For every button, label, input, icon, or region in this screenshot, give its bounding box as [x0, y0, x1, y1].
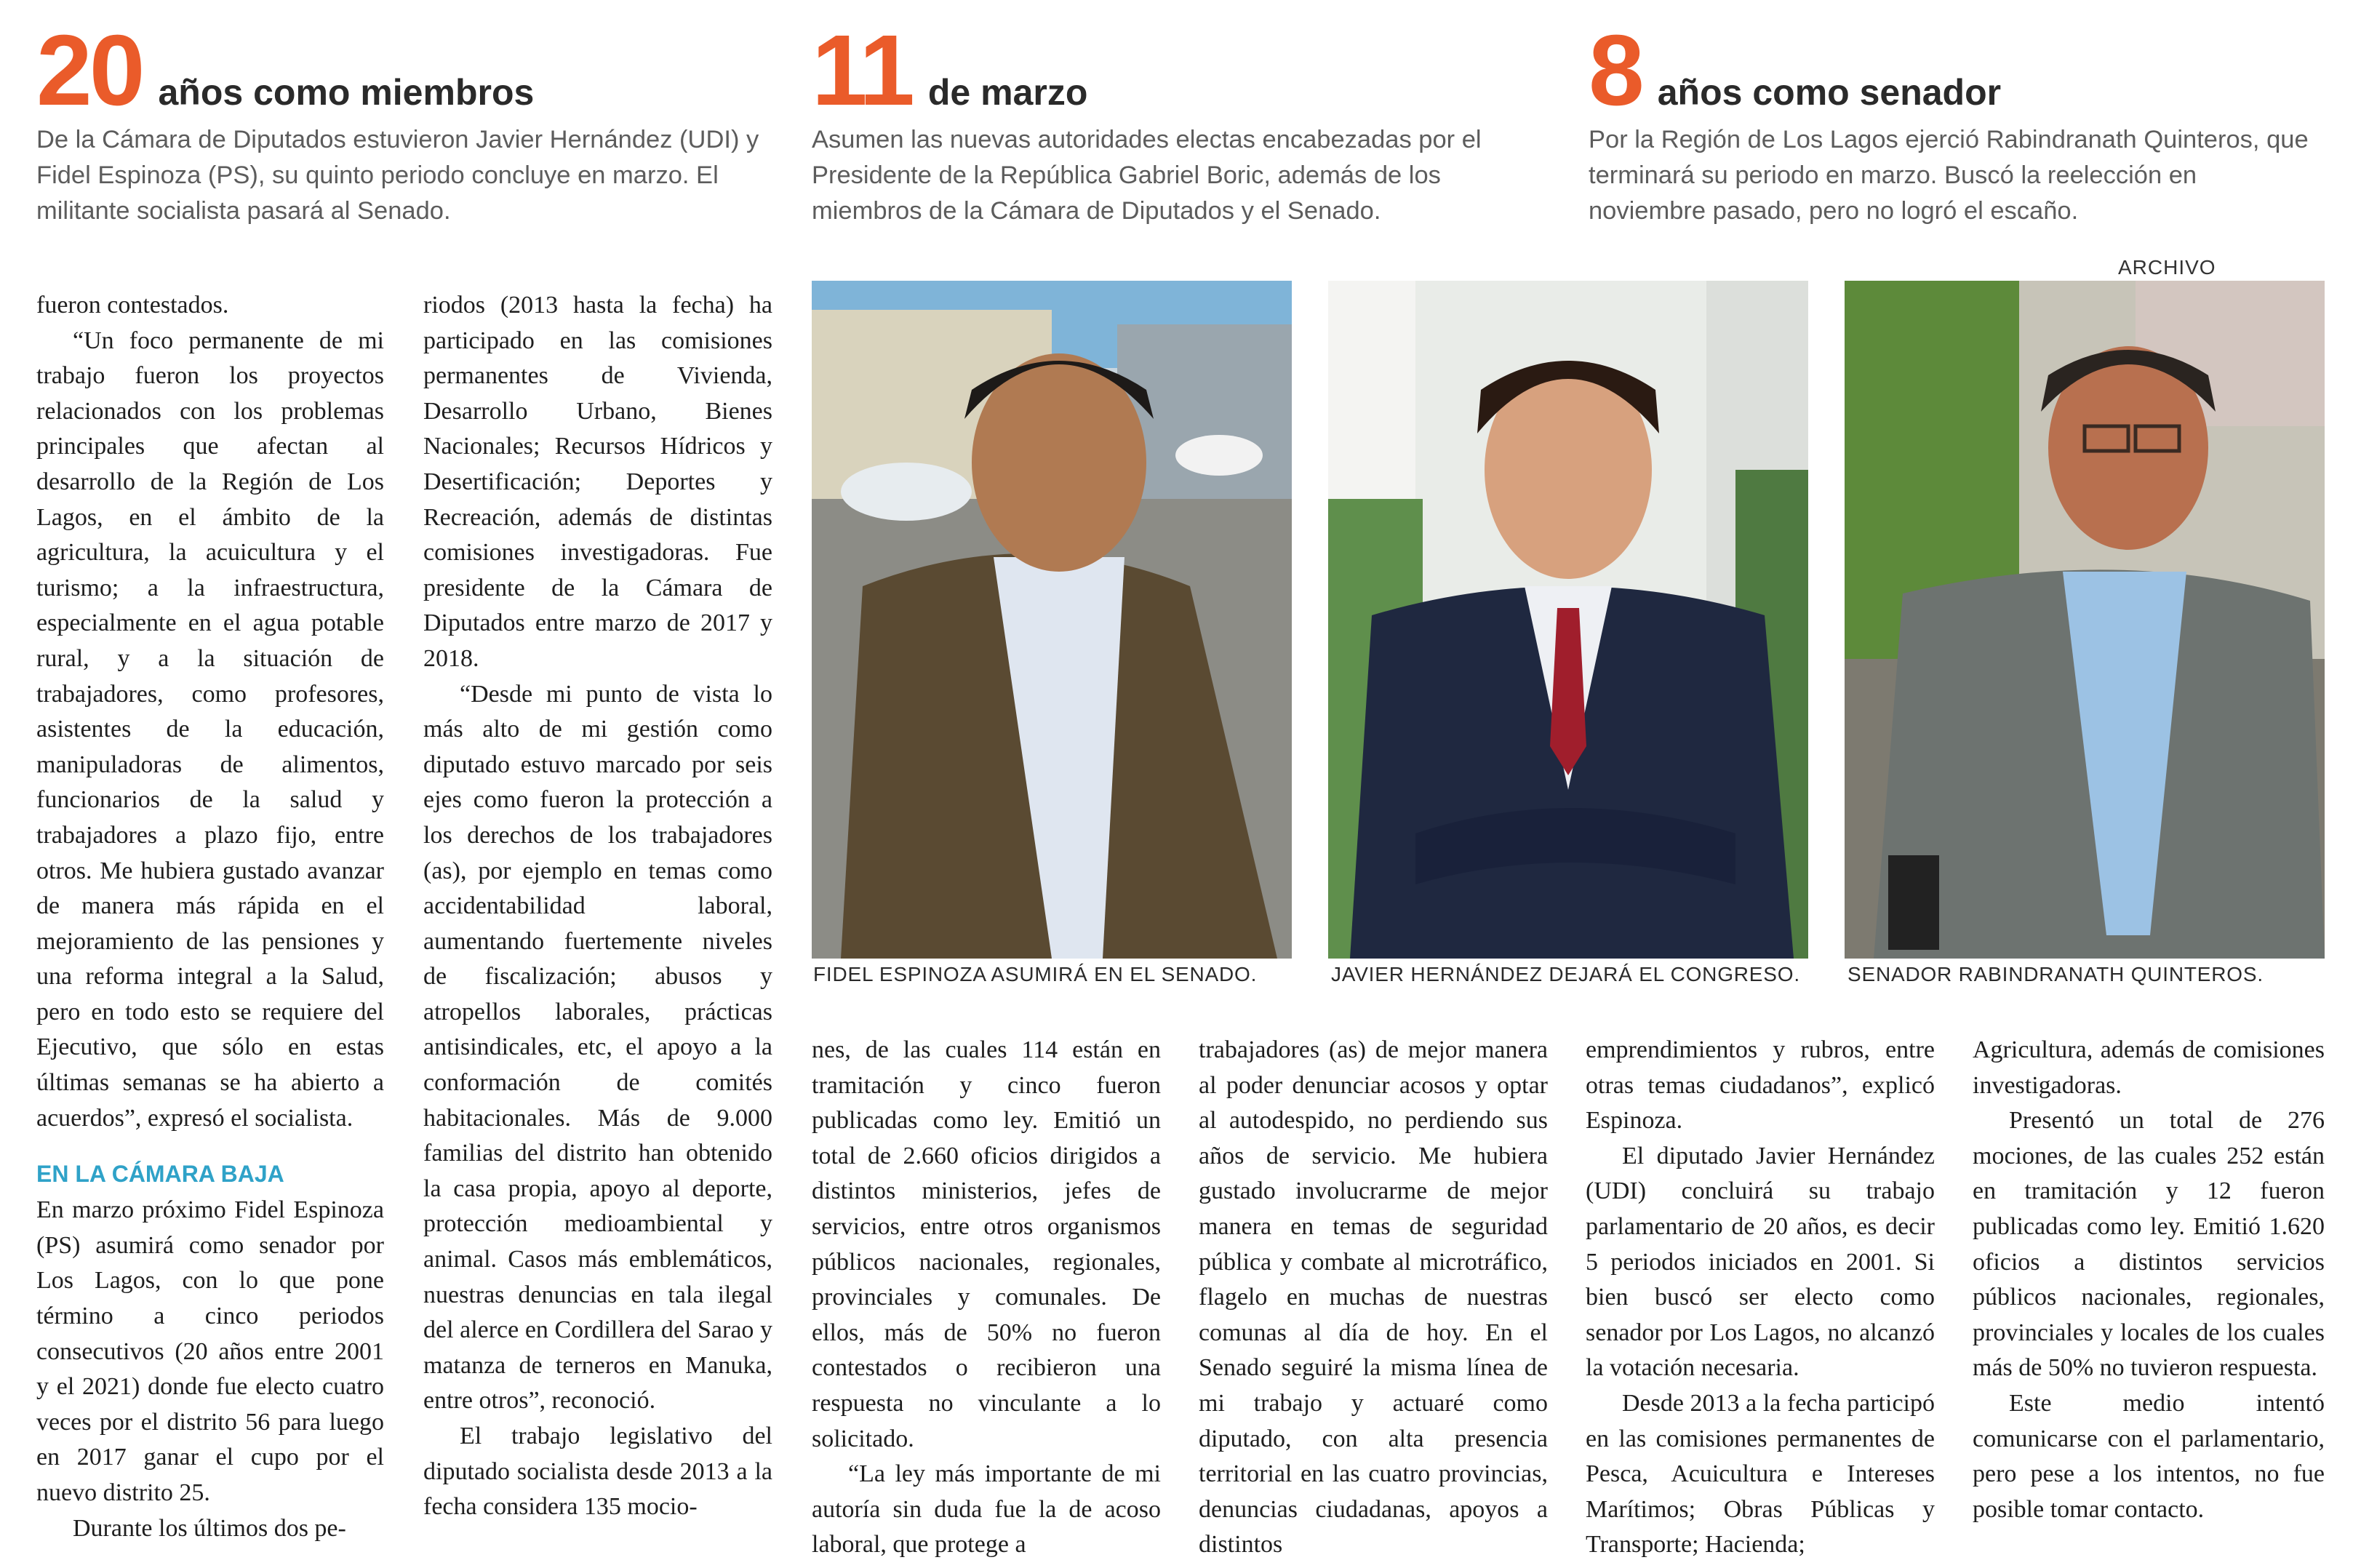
stat-label: de marzo [927, 72, 1088, 113]
photo-caption: JAVIER HERNÁNDEZ DEJARÁ EL CONGRESO. [1331, 963, 1800, 985]
photo-javier-hernandez [1328, 281, 1808, 959]
article-column-3 [812, 1033, 1161, 1568]
photo-rabindranath-quinteros [1845, 281, 2325, 959]
section-subhead: EN LA CÁMARA BAJA [36, 1161, 284, 1188]
stat-description: De la Cámara de Diputados estuvieron Javier Hernández (UDI) y Fidel Espinoza (PS), su quinto periodo concluye en marzo. El militante socialista pasará al Senado. [36, 126, 759, 225]
paragraph: Durante los últimos dos pe- [73, 1514, 346, 1542]
paragraph: “La ley más importante de mi autoría sin duda fue la de acoso laboral, que protege a [812, 1460, 1161, 1559]
stat-label: años como senador [1657, 72, 2002, 113]
paragraph: emprendimientos y rubros, entre otras temas ciudadanos”, explicó Espinoza. [1586, 1036, 1935, 1135]
stat-number: 20 [36, 15, 143, 127]
stat-number: 8 [1589, 15, 1642, 127]
paragraph: Presentó un total de 276 mociones, de las cuales 252 están en tramitación y 12 fueron publicadas como ley. Emitió 1.620 oficios a distintos servicios públicos nacionales, regionales, provinciales y locales de los cuales más de 50% no tuvieron respuesta. [1973, 1107, 2325, 1382]
paragraph: Desde 2013 a la fecha participó en las comisiones permanentes de Pesca, Acuicultura e Intereses Marítimos; Obras Públicas y Transporte; Hacienda; [1586, 1389, 1935, 1559]
paragraph: trabajadores (as) de mejor manera al poder denunciar acosos y optar al autodespido, no perdiendo sus años de servicio. Me hubiera gustado involucrarme de mejor manera en temas de seguridad pública y combate al microtráfico, flagelo en muchas de nuestras comunas al día de hoy. En el Senado seguiré la misma línea de mi trabajo y actuaré como diputado, con alta presencia territorial en las cuatro provincias, denuncias ciudadanas, apoyos a distintos [1199, 1036, 1548, 1559]
article-column-6 [1973, 1033, 2325, 1568]
paragraph: nes, de las cuales 114 están en tramitación y cinco fueron publicadas como ley. Emitió un total de 2.660 oficios dirigidos a distintos ministerios, jefes de servicios, entre otros organismos públicos nacionales, regionales, provinciales y comunales. De ellos, más de 50% no fueron contestados o recibieron una respuesta no vinculante a lo solicitado. [812, 1036, 1161, 1452]
article-column-5 [1586, 1033, 1935, 1568]
paragraph: fueron contestados. [36, 292, 229, 319]
article-column-1 [36, 288, 384, 1568]
stat-description: Asumen las nuevas autoridades electas encabezadas por el Presidente de la República Gabriel Boric, además de los miembros de la Cámara de Diputados y el Senado. [812, 126, 1482, 225]
paragraph: “Desde mi punto de vista lo más alto de mi gestión como diputado estuvo marcado por seis ejes como fueron la protección a los derechos de los trabajadores (as), por ejemplo en temas como accidentabilidad laboral, aumentando fuertemente niveles de fiscalización; abusos y atropellos laborales, prácticas antisindicales, etc, el apoyo a la conformación de comités habitacionales. Más de 9.000 familias del distrito han obtenido la casa propia, apoyo al deporte, protección medioambiental y animal. Casos más emblemáticos, nuestras denuncias en tala ilegal del alerce en Cordillera del Sarao y matanza de terneros en Manuka, entre otros”, reconoció. [423, 680, 772, 1415]
paragraph: riodos (2013 hasta la fecha) ha participado en las comisiones permanentes de Vivienda, Desarrollo Urbano, Bienes Nacionales; Recursos Hídricos y Desertificación; Deportes y Recreación, además de distintas comisiones investigadoras. Fue presidente de la Cámara de Diputados entre marzo de 2017 y 2018. [423, 292, 772, 672]
paragraph: El diputado Javier Hernández (UDI) concluirá su trabajo parlamentario de 20 años, es decir 5 periodos iniciados en 2001. Si bien buscó ser electo como senador por Los Lagos, no alcanzó la votación necesaria. [1586, 1142, 1935, 1382]
paragraph: El trabajo legislativo del diputado socialista desde 2013 a la fecha considera 135 mocio- [423, 1423, 772, 1521]
article-column-4 [1199, 1033, 1548, 1568]
photo-credit: ARCHIVO [2118, 256, 2216, 279]
stat-block-years-senator [1589, 15, 2316, 229]
photo-caption: FIDEL ESPINOZA ASUMIRÁ EN EL SENADO. [813, 963, 1258, 985]
stat-block-march [812, 15, 1539, 229]
stat-label: años como miembros [158, 72, 535, 113]
stat-description: Por la Región de Los Lagos ejerció Rabindranath Quinteros, que terminará su periodo en marzo. Buscó la reelección en noviembre pasado, pero no logró el escaño. [1589, 126, 2309, 225]
paragraph: Este medio intentó comunicarse con el parlamentario, pero pese a los intentos, no fue posible tomar contacto. [1973, 1389, 2325, 1523]
paragraph: En marzo próximo Fidel Espinoza (PS) asumirá como senador por Los Lagos, con lo que pone término a cinco periodos consecutivos (20 años entre 2001 y el 2021) donde fue electo cuatro veces por el distrito 56 para luego en 2017 ganar el cupo por el nuevo distrito 25. [36, 1196, 384, 1506]
paragraph: “Un foco permanente de mi trabajo fueron los proyectos relacionados con los problemas principales que afectan al desarrollo de la Región de Los Lagos, en el ámbito de la agricultura, la acuicultura y el turismo; a la infraestructura, especialmente en el agua potable rural, y a la situación de trabajadores, como profesores, asistentes de la educación, manipuladoras de alimentos, funcionarios de la salud y trabajadores a plazo fijo, entre otros. Me hubiera gustado avanzar de manera más rápida en el mejoramiento de las pensiones y una reforma integral a la Salud, pero en todo esto se requiere del Ejecutivo, que sólo en estas últimas semanas se ha abierto a acuerdos”, expresó el socialista. [36, 327, 384, 1132]
photo-fidel-espinoza [812, 281, 1292, 959]
photo-caption: SENADOR RABINDRANATH QUINTEROS. [1847, 963, 2264, 985]
stat-number: 11 [812, 15, 912, 127]
article-column-2 [423, 288, 772, 1568]
stat-block-years-members [36, 15, 764, 229]
paragraph: Agricultura, además de comisiones investigadoras. [1973, 1036, 2325, 1099]
